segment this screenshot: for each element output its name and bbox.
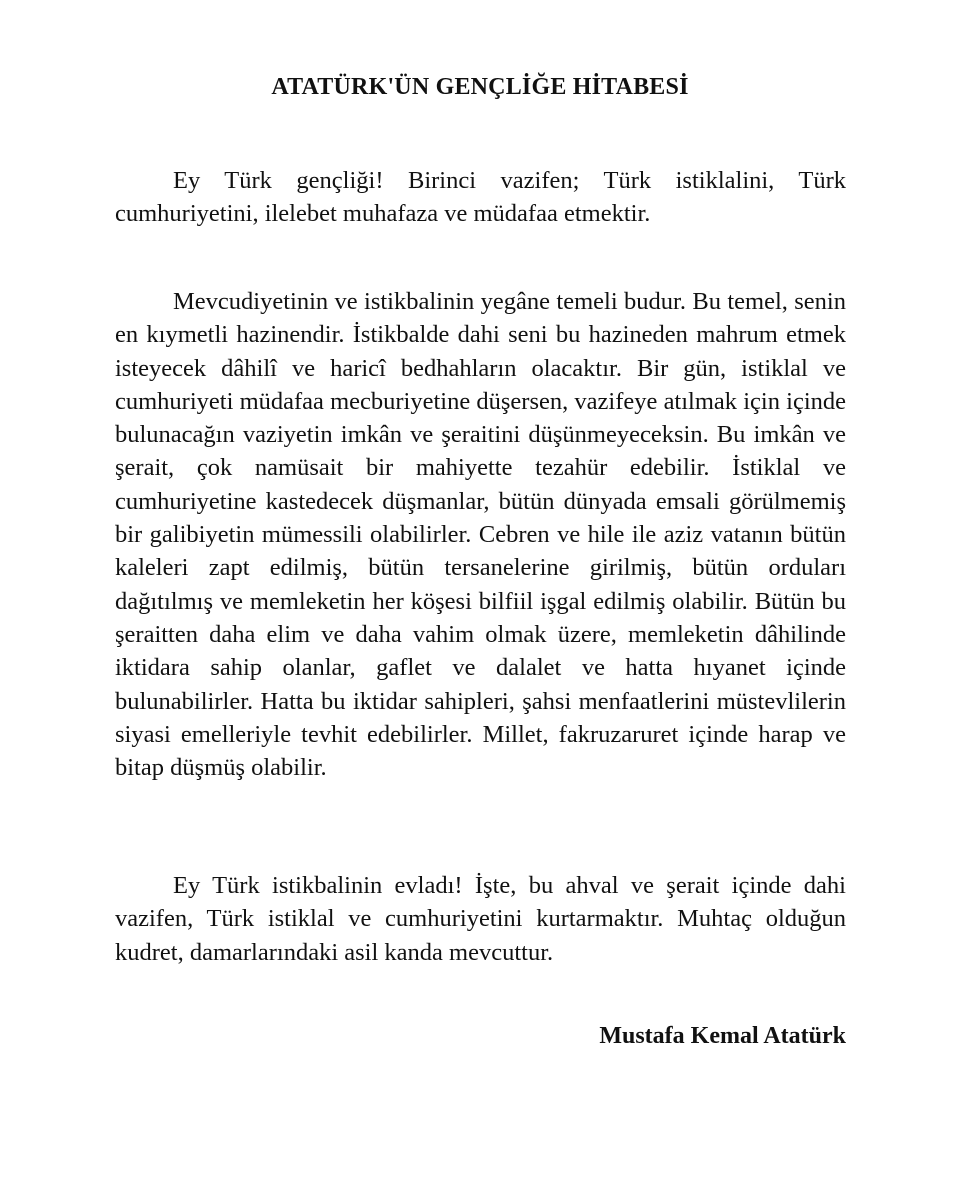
paragraph-2: Mevcudiyetinin ve istikbalinin yegâne temeli budur. Bu temel, senin en kıymetli hazinendir. İstikbalde dahi seni bu hazineden mahrum etmek isteyecek dâhilî ve haricî bedhahların olacaktır. Bir gün, istiklal ve cumhuriyeti müdafaa mecburiyetine düşersen, vazifeye atılmak için içinde bulunacağın vaziyetin imkân ve şeraitini düşünmeyeceksin. Bu imkân ve şerait, çok namüsait bir mahiyette tezahür edebilir. İstiklal ve cumhuriyetine kastedecek düşmanlar, bütün dünyada emsali görülmemiş bir galibiyetin mümessili olabilirler. Cebren ve hile ile aziz vatanın bütün kaleleri zapt edilmiş, bütün tersanelerine girilmiş, bütün orduları dağıtılmış ve memleketin her köşesi bilfiil işgal edilmiş olabilir. Bütün bu şeraitten daha elim ve daha vahim olmak üzere, memleketin dâhilinde iktidara sahip olanlar, gaflet ve dalalet ve hatta hıyanet içinde bulunabilirler. Hatta bu iktidar sahipleri, şahsi menfaatlerini müstevlilerin siyasi emelleriyle tevhit edebilirler. Millet, fakruzaruret içinde harap ve bitap düşmüş olabilir. (115, 288, 846, 782)
document-title: ATATÜRK'ÜN GENÇLİĞE HİTABESİ (271, 74, 689, 100)
paragraph-3: Ey Türk istikbalinin evladı! İşte, bu ahval ve şerait içinde dahi vazifen, Türk istiklal ve cumhuriyetini kurtarmaktır. Muhtaç olduğun kudret, damarlarındaki asil kanda mevcuttur. (115, 872, 846, 966)
paragraph-1: Ey Türk gençliği! Birinci vazifen; Türk istiklalini, Türk cumhuriyetini, ilelebet muhafaza ve müdafaa etmektir. (115, 167, 846, 228)
signature: Mustafa Kemal Atatürk (599, 1023, 846, 1049)
